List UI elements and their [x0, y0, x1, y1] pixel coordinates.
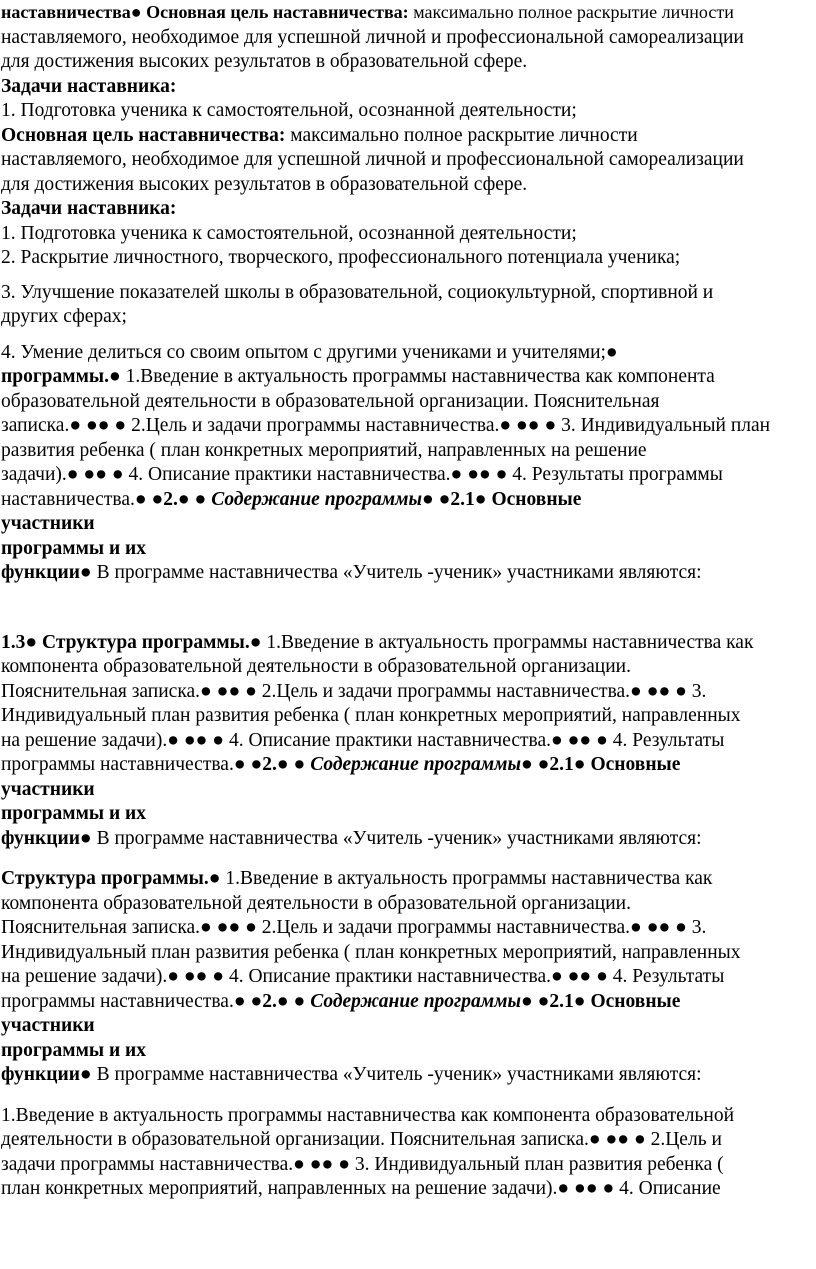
block-3 — [1, 365, 816, 586]
text-line: задачи программы наставничества.● ●● ● 3. Индивидуальный план развития ребенка ( — [1, 1153, 724, 1175]
heading — [1, 75, 816, 100]
bold-text: функции● — [1, 827, 92, 849]
text-line — [1, 631, 816, 656]
heading — [1, 1014, 816, 1039]
text-line: на решение задачи).● ●● ● 4. Описание практики наставничества.● ●● ● 4. Результаты — [1, 966, 725, 987]
heading — [1, 512, 816, 537]
text-line: Пояснительная записка.● ●● ● 2.Цель и задачи программы наставничества.● ●● ● 3. — [1, 680, 707, 702]
body-text: 1.Введение в актуальность программы наставничества как — [261, 631, 754, 653]
text-line: развития ребенка ( план конкретных мероприятий, направленных на решение — [1, 439, 647, 461]
text-line: для достижения высоких результатов в образовательной сфере. — [1, 173, 528, 195]
body-text: программы наставничества.● ● — [1, 990, 263, 1012]
bold-text: программы и их — [1, 1039, 147, 1061]
bold-text: функции● — [1, 562, 92, 583]
text-line — [1, 1063, 816, 1088]
body-text: В программе наставничества «Учитель -ученик» участниками являются: — [91, 827, 702, 849]
bold-text: 2.● ● — [163, 488, 207, 510]
body-text: В программе наставничества «Учитель -ученик» участниками являются: — [91, 562, 702, 583]
heading — [1, 537, 816, 562]
text-line — [1, 124, 816, 149]
text-line: для достижения высоких результатов в образовательной сфере. — [1, 51, 528, 72]
text-line: других сферах; — [1, 306, 127, 327]
bold-text: функции● — [1, 1064, 92, 1085]
bold-text: программы и их — [1, 803, 147, 824]
text-line — [1, 753, 816, 778]
text-line — [1, 827, 816, 852]
text-line: задачи).● ●● ● 4. Описание практики наставничества.● ●● ● 4. Результаты программы — [1, 464, 723, 485]
text-line: 1. Подготовка ученика к самостоятельной, осознанной деятельности; — [1, 222, 577, 244]
body-text: максимально полное раскрытие личности — [408, 2, 734, 22]
bold-text: Структура программы.● — [1, 868, 221, 889]
bold-text: Задачи наставника: — [1, 75, 177, 97]
bold-text: участники — [1, 778, 95, 800]
bold-text: Задачи наставника: — [1, 198, 177, 219]
italic-bold-text: Содержание программы — [310, 754, 521, 775]
block-2 — [1, 124, 816, 366]
text-line — [1, 365, 816, 390]
block-1 — [1, 0, 816, 124]
heading — [1, 1039, 816, 1064]
body-text: 1.Введение в актуальность программы наставничества как — [220, 868, 713, 889]
text-line — [1, 488, 816, 513]
bold-text: ● ●2.1● Основные — [521, 990, 681, 1012]
bold-text: 2.● ● — [262, 754, 306, 775]
heading — [1, 197, 816, 222]
text-line — [1, 867, 816, 892]
body-text: программы наставничества.● ● — [1, 754, 263, 775]
text-line: записка.● ●● ● 2.Цель и задачи программы наставничества.● ●● ● 3. Индивидуальный план — [1, 415, 771, 436]
text-line: наставляемого, необходимое для успешной личной и профессиональной самореализации — [1, 149, 744, 170]
italic-bold-text: Содержание программы — [310, 990, 521, 1012]
block-5 — [1, 867, 816, 1088]
heading — [1, 778, 816, 803]
text-line: 3. Улучшение показателей школы в образовательной, социокультурной, спортивной и — [1, 281, 714, 303]
text-line: план конкретных мероприятий, направленных на решение задачи).● ●● ● 4. Описание — [1, 1178, 721, 1199]
text-line: Индивидуальный план развития ребенка ( план конкретных мероприятий, направленных — [1, 941, 741, 963]
bold-text: Основная цель наставничества: — [1, 124, 286, 146]
text-line — [1, 0, 816, 26]
body-text: максимально полное раскрытие личности — [285, 124, 638, 146]
bold-text: участники — [1, 1015, 95, 1036]
body-text: 1.Введение в актуальность программы наставничества как компонента — [120, 366, 715, 387]
bold-text: 1.3● Структура программы.● — [1, 631, 262, 653]
text-line: 2. Раскрытие личностного, творческого, профессионального потенциала ученика; — [1, 247, 681, 268]
body-text: наставничества.● ● — [1, 488, 164, 510]
heading — [1, 802, 816, 827]
text-line: 1.Введение в актуальность программы наставничества как компонента образовательной — [1, 1104, 735, 1126]
block-4 — [1, 631, 816, 852]
bold-text: ● ●2.1● Основные — [521, 754, 681, 775]
text-line: компонента образовательной деятельности в образовательной организации. — [1, 892, 631, 914]
text-line: образовательной деятельности в образовательной организации. Пояснительная — [1, 390, 660, 412]
bold-text: наставничества● Основная цель наставничества: — [1, 2, 409, 22]
text-line: наставляемого, необходимое для успешной личной и профессиональной самореализации — [1, 26, 744, 48]
bold-text: ● ●2.1● Основные — [422, 488, 582, 510]
text-line: 4. Умение делиться со своим опытом с другими учениками и учителями;● — [1, 341, 618, 363]
text-line: Пояснительная записка.● ●● ● 2.Цель и задачи программы наставничества.● ●● ● 3. — [1, 917, 707, 938]
block-6 — [1, 1104, 816, 1202]
bold-text: программы и их — [1, 537, 147, 559]
bold-text: 2.● ● — [262, 990, 306, 1012]
text-line — [1, 561, 816, 586]
bold-text: программы.● — [1, 366, 121, 387]
text-line: деятельности в образовательной организации. Пояснительная записка.● ●● ● 2.Цель и — [1, 1129, 722, 1150]
italic-bold-text: Содержание программы — [211, 488, 422, 510]
text-line: 1. Подготовка ученика к самостоятельной, осознанной деятельности; — [1, 100, 577, 121]
text-line — [1, 990, 816, 1015]
bold-text: участники — [1, 513, 95, 534]
body-text: В программе наставничества «Учитель -ученик» участниками являются: — [91, 1064, 702, 1085]
text-line: на решение задачи).● ●● ● 4. Описание практики наставничества.● ●● ● 4. Результаты — [1, 729, 725, 751]
text-line: компонента образовательной деятельности в образовательной организации. — [1, 656, 631, 677]
text-line: Индивидуальный план развития ребенка ( план конкретных мероприятий, направленных — [1, 705, 741, 726]
